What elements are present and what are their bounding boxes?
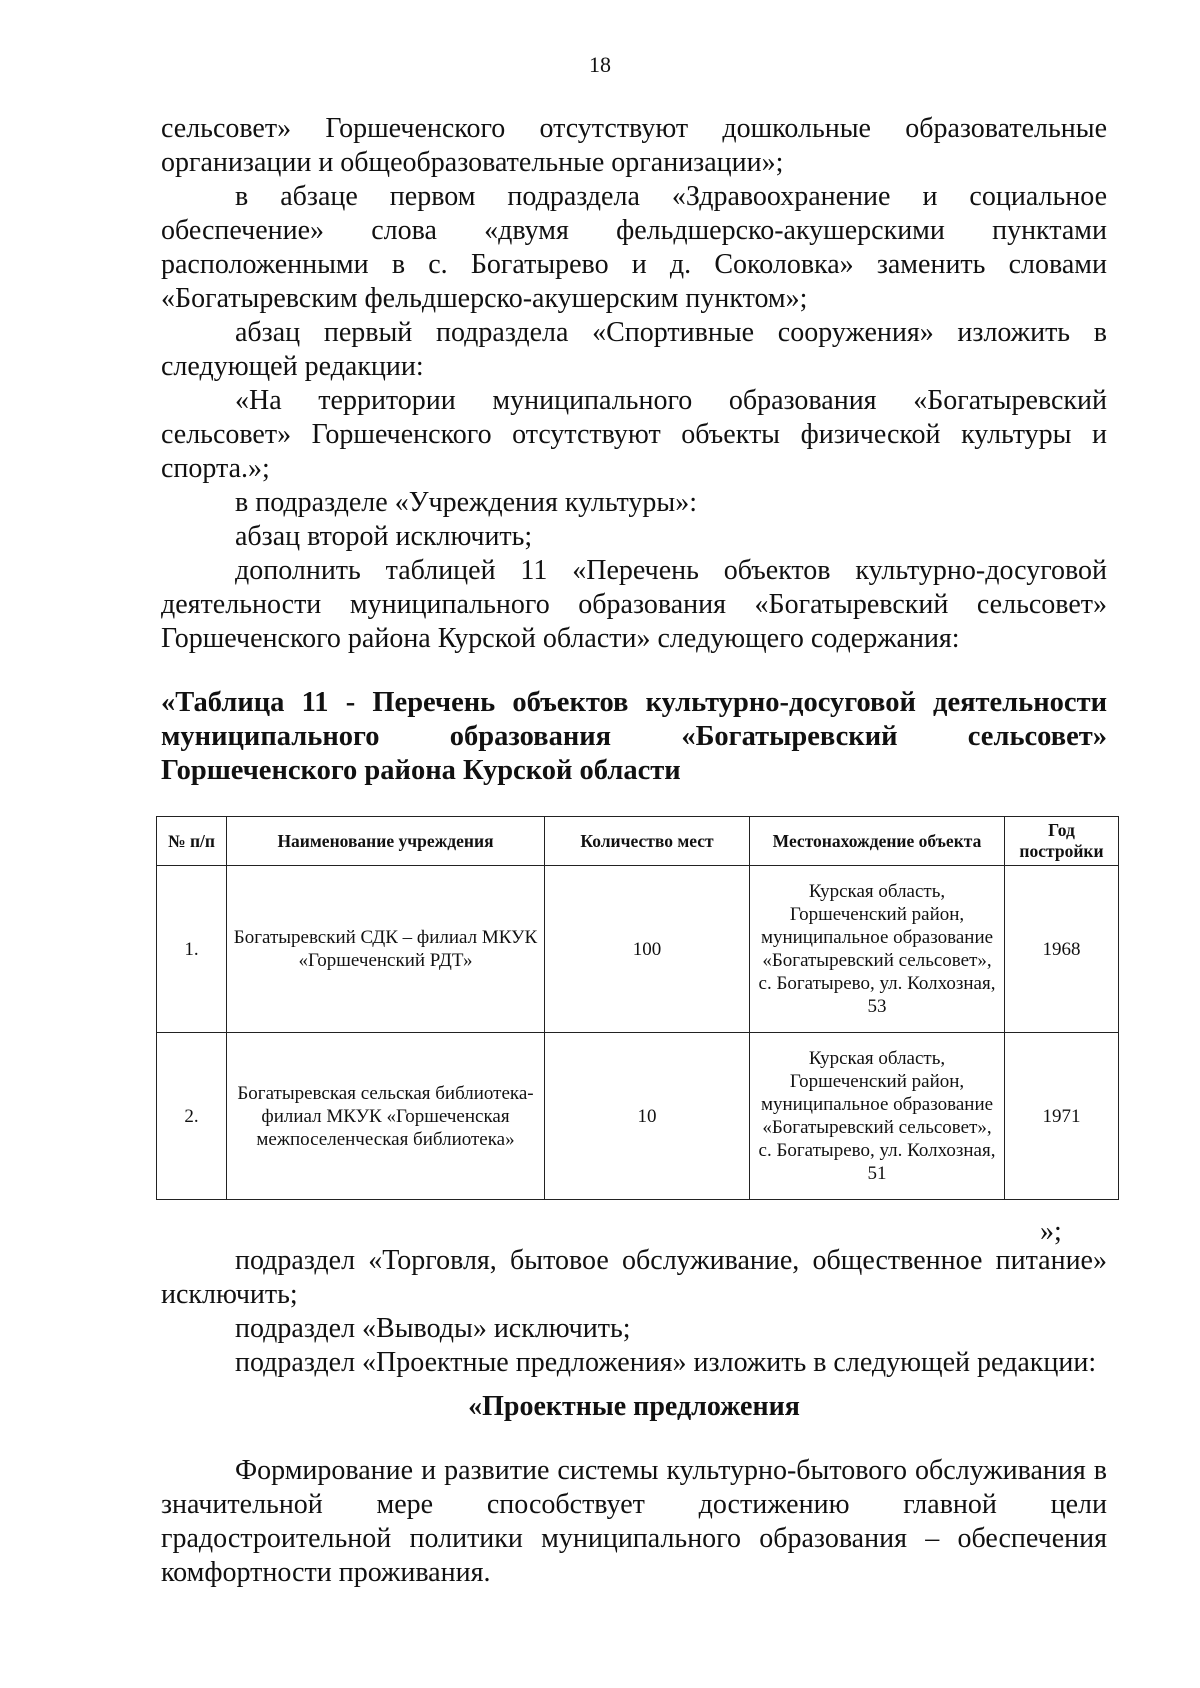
paragraph-culture: в подразделе «Учреждения культуры»:	[235, 487, 698, 518]
after-table-text	[161, 1244, 1107, 1590]
paragraph-sports-quote: «На территории муниципального образования «Богатыревский сельсовет» Горшеченского отсутствуют объекты физической культуры и спорта.»;	[161, 385, 1107, 484]
paragraph-add-table: дополнить таблицей 11 «Перечень объектов культурно-досуговой деятельности муниципального образования «Богатыревский сельсовет» Горшеченского района Курской области» следующего содержания:	[161, 555, 1107, 654]
cell-name: Богатыревская сельская библиотека-филиал МКУК «Горшеченская межпоселенческая библиотека»	[227, 1033, 545, 1200]
table-closing-quote: »;	[1040, 1216, 1062, 1247]
table-row	[157, 866, 1119, 1033]
paragraph-exclude: абзац второй исключить;	[235, 521, 533, 552]
header-location: Местонахождение объекта	[750, 817, 1005, 866]
paragraph-healthcare: в абзаце первом подраздела «Здравоохранение и социальное обеспечение» слова «двумя фельдшерско-акушерскими пунктами расположенными в с. Богатырево и д. Соколовка» заменить словами «Богатыревским фельдшерско-акушерским пунктом»;	[161, 181, 1107, 314]
facilities-table	[156, 816, 1119, 1200]
section-heading: «Проектные предложения	[468, 1391, 800, 1422]
cell-seats: 100	[545, 866, 750, 1033]
paragraph-sports: абзац первый подраздела «Спортивные сооружения» изложить в следующей редакции:	[161, 317, 1107, 382]
cell-num: 1.	[157, 866, 227, 1033]
header-name: Наименование учреждения	[227, 817, 545, 866]
cell-year: 1968	[1005, 866, 1119, 1033]
paragraph-proposals: подраздел «Проектные предложения» изложить в следующей редакции:	[235, 1347, 1097, 1378]
intro-line-2: организации и общеобразовательные организации»;	[161, 147, 784, 178]
table-row	[157, 1033, 1119, 1200]
cell-location: Курская область, Горшеченский район, муниципальное образование «Богатыревский сельсовет», с. Богатырево, ул. Колхозная, 51	[750, 1033, 1005, 1200]
paragraph-trade: подраздел «Торговля, бытовое обслуживание, общественное питание» исключить;	[161, 1245, 1107, 1310]
header-year: Год постройки	[1005, 817, 1119, 866]
paragraph-formation: Формирование и развитие системы культурно-бытового обслуживания в значительной мере способствует достижению главной цели градостроительной политики муниципального образования – обеспечения комфортности проживания.	[161, 1455, 1107, 1588]
cell-seats: 10	[545, 1033, 750, 1200]
paragraph-conclusions: подраздел «Выводы» исключить;	[235, 1313, 631, 1344]
intro-continuation	[161, 112, 1107, 656]
cell-name: Богатыревский СДК – филиал МКУК «Горшеченский РДТ»	[227, 866, 545, 1033]
table-header-row	[157, 817, 1119, 866]
header-num: № п/п	[157, 817, 227, 866]
cell-year: 1971	[1005, 1033, 1119, 1200]
table-title: «Таблица 11 - Перечень объектов культурно-досуговой деятельности муниципального образования «Богатыревский сельсовет» Горшеченского района Курской области	[161, 687, 1107, 786]
cell-location: Курская область, Горшеченский район, муниципальное образование «Богатыревский сельсовет», с. Богатырево, ул. Колхозная, 53	[750, 866, 1005, 1033]
intro-line-1: сельсовет» Горшеченского отсутствуют дошкольные образовательные	[161, 113, 1107, 144]
header-seats: Количество мест	[545, 817, 750, 866]
page-number: 18	[589, 52, 611, 77]
cell-num: 2.	[157, 1033, 227, 1200]
